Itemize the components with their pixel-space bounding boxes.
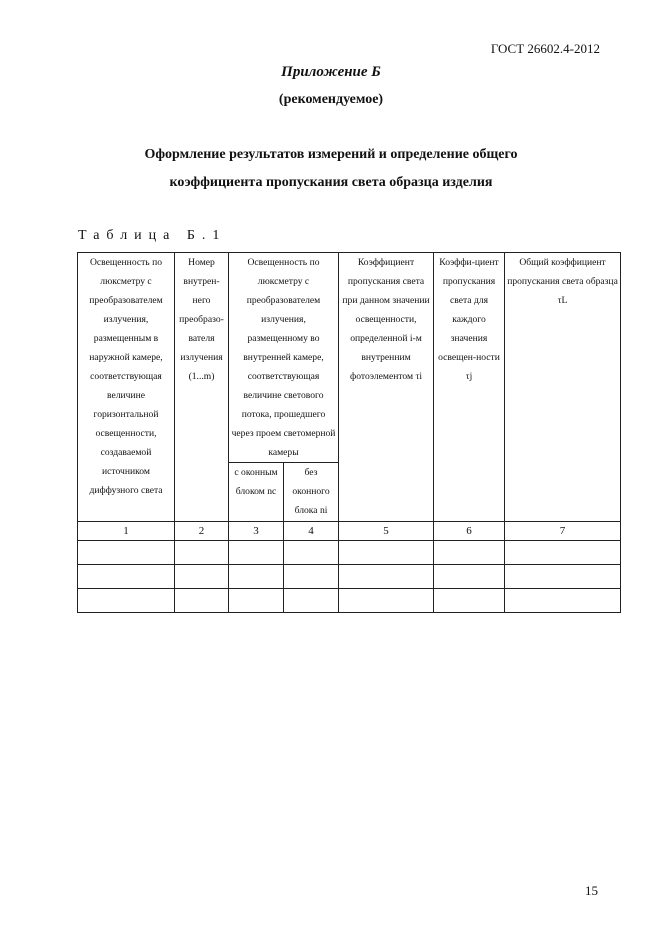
header-col-5: Коэффициент пропускания света при данном значении освещенности, определенной i-м внутренним фотоэлементом τi (339, 253, 434, 522)
header-col-3-4-group: Освещенность по люксметру с преобразователем излучения, размещенному во внутренней камере, соответствующая величине светового потока, прошедшего через проем светомерной камеры (229, 253, 339, 463)
heading-line-2: коэффициента пропускания света образца изделия (169, 175, 493, 190)
column-number: 1 (78, 522, 175, 541)
table-cell (78, 589, 175, 613)
table-cell (78, 565, 175, 589)
table-cell (434, 565, 505, 589)
standard-code: ГОСТ 26602.4-2012 (490, 41, 600, 56)
table-cell (505, 589, 621, 613)
appendix-title: Приложение Б (281, 64, 381, 80)
table-cell (339, 565, 434, 589)
header-col-2: Номер внутрен-него преобразо-вателя излучения (1...m) (175, 253, 229, 522)
table-cell (78, 541, 175, 565)
table-header-row (78, 253, 621, 463)
table-cell (229, 565, 284, 589)
header-col-6: Коэффи-циент пропускания света для каждого значения освещен-ности τj (434, 253, 505, 522)
table-cell (505, 565, 621, 589)
appendix-subtitle: (рекомендуемое) (278, 92, 384, 107)
column-number: 5 (339, 522, 434, 541)
table-cell (229, 541, 284, 565)
heading-line-1: Оформление результатов измерений и определение общего (144, 147, 518, 162)
table-cell (434, 589, 505, 613)
table-cell (434, 541, 505, 565)
column-number-row (78, 522, 621, 541)
table-caption: Таблица Б.1 (78, 228, 227, 243)
table-cell (284, 565, 339, 589)
column-number: 2 (175, 522, 229, 541)
table-row (78, 589, 621, 613)
table-cell (175, 589, 229, 613)
table-cell (175, 565, 229, 589)
table-cell (505, 541, 621, 565)
header-col-1: Освещенность по люксметру с преобразователем излучения, размещенным в наружной камере, соответствующая величине горизонтальной освещенности, создаваемой источником диффузного света (78, 253, 175, 522)
column-number: 7 (505, 522, 621, 541)
table-cell (339, 541, 434, 565)
table-row (78, 541, 621, 565)
table-cell (284, 589, 339, 613)
table-cell (229, 589, 284, 613)
table-cell (175, 541, 229, 565)
column-number: 4 (284, 522, 339, 541)
header-col-3: с оконным блоком nс (229, 463, 284, 522)
table-cell (339, 589, 434, 613)
page-number: 15 (585, 883, 598, 898)
results-table (77, 252, 621, 613)
table-cell (284, 541, 339, 565)
table-row (78, 565, 621, 589)
column-number: 3 (229, 522, 284, 541)
header-col-7: Общий коэффициент пропускания света образца τL (505, 253, 621, 522)
column-number: 6 (434, 522, 505, 541)
header-col-4: без оконного блока ni (284, 463, 339, 522)
